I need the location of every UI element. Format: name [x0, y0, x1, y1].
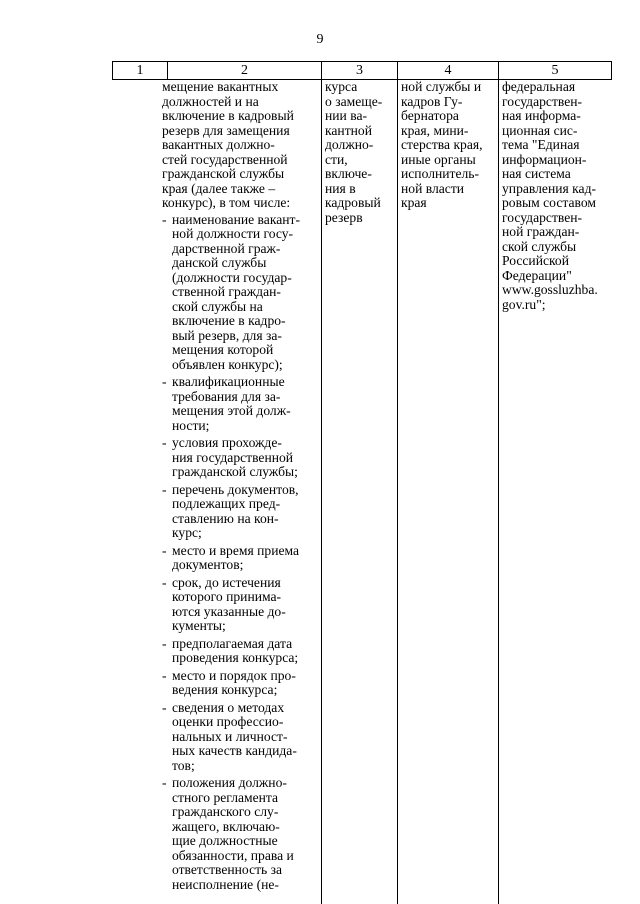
list-item-line: - квалификационные	[172, 374, 285, 389]
list-item	[162, 776, 320, 892]
text-line: должностей и на	[162, 93, 259, 109]
list-item-line: (должности государ-	[172, 269, 292, 285]
list-item	[162, 436, 320, 480]
text-line: управления кад-	[502, 180, 597, 196]
header-cell-5: 5	[551, 63, 559, 78]
column-2-intro	[162, 80, 320, 211]
text-line: края	[401, 195, 427, 210]
list-item-line: ной должности госу-	[172, 226, 294, 241]
list-item-line: дарственной граж-	[172, 240, 281, 256]
list-item-line: включение в кадро-	[172, 313, 286, 328]
text-line: бернатора	[401, 108, 459, 123]
list-item-line: курс;	[172, 525, 202, 540]
text-line: сти,	[325, 151, 348, 167]
text-line: кадровый	[325, 195, 381, 210]
list-item-line: - сведения о методах	[172, 699, 285, 715]
text-line: исполнитель-	[401, 166, 480, 181]
text-line: должно-	[325, 137, 374, 152]
text-line: Федерации"	[502, 267, 572, 283]
text-line: ная информа-	[502, 108, 581, 123]
list-item-line: ственной граждан-	[172, 284, 281, 299]
list-item-line: ответственность за	[172, 862, 283, 877]
list-item-line: ведения конкурса;	[172, 682, 278, 697]
list-item-line: гражданского слу-	[172, 804, 279, 819]
text-line: конкурс), в том числе:	[162, 195, 291, 210]
column-2-text	[162, 80, 320, 895]
text-line: Российской	[502, 253, 569, 268]
header-cell-4: 4	[398, 62, 499, 79]
text-line: кадров Гу-	[401, 93, 463, 109]
list-item-line: - место и порядок про-	[172, 667, 296, 683]
list-item-line: подлежащих пред-	[172, 496, 281, 511]
header-cell-1: 1	[113, 62, 168, 79]
text-line: мещение вакантных	[162, 80, 279, 94]
text-line: о замеще-	[325, 93, 383, 109]
list-item-line: - положения должно-	[172, 775, 287, 790]
text-line: гражданской службы	[162, 166, 285, 181]
list-item	[162, 375, 320, 433]
list-item-line: нальных и личност-	[172, 728, 288, 744]
list-item-line: неисполнение (не-	[172, 876, 279, 892]
text-line: государствен-	[502, 93, 583, 109]
column-divider-4	[397, 80, 398, 904]
list-item-line: проведения конкурса;	[172, 650, 299, 665]
list-item-line: данской службы	[172, 255, 267, 270]
list-item-line: обязанности, права и	[172, 847, 294, 863]
text-line: федеральная	[502, 80, 576, 94]
header-cell-2: 2	[168, 62, 322, 79]
list-item-line: ных качеств кандида-	[172, 743, 297, 758]
list-item-line: - предполагаемая дата	[172, 635, 293, 651]
list-item-line: документов;	[172, 557, 244, 572]
list-item-line: ности;	[172, 417, 210, 433]
list-item-line: - место и время приема	[172, 542, 300, 558]
list-item-line: объявлен конкурс);	[172, 356, 283, 372]
text-line: ной граждан-	[502, 224, 580, 239]
list-item	[162, 483, 320, 541]
list-item	[162, 213, 320, 373]
text-line: ная система	[502, 166, 571, 181]
text-line: резерв для замещения	[162, 122, 290, 138]
text-line: государствен-	[502, 209, 583, 225]
text-line: стерства края,	[401, 137, 483, 152]
text-line: тема "Единая	[502, 137, 580, 152]
column-divider-3	[321, 80, 322, 904]
list-item	[162, 544, 320, 573]
list-item-line: ния государственной	[172, 449, 294, 465]
text-line: края, мини-	[401, 122, 469, 138]
list-item-line: ской службы на	[172, 298, 263, 314]
text-line: стей государственной	[162, 151, 288, 167]
page-number: 9	[316, 32, 324, 47]
column-4-text	[401, 80, 498, 211]
text-line: gov.ru";	[502, 296, 546, 312]
text-line: курса	[325, 80, 358, 94]
text-line: иные органы	[401, 151, 476, 167]
list-item	[162, 701, 320, 774]
list-item	[162, 637, 320, 666]
list-item-line: - условия прохожде-	[172, 435, 282, 450]
text-line: ской службы	[502, 238, 577, 254]
text-line: вакантных должно-	[162, 137, 275, 152]
text-line: ционная сис-	[502, 122, 578, 138]
text-line: информацион-	[502, 151, 587, 167]
list-item-line: - срок, до истечения	[172, 574, 281, 590]
header-cell-3: 3	[322, 62, 398, 79]
list-item	[162, 669, 320, 698]
text-line: www.gossluzhba.	[502, 282, 598, 297]
text-line: включе-	[325, 166, 372, 181]
list-item-line: мещения этой долж-	[172, 403, 291, 418]
list-item	[162, 576, 320, 634]
text-line: резерв	[325, 209, 363, 225]
text-line: кантной	[325, 122, 372, 138]
list-item-line: тов;	[172, 757, 195, 773]
list-item-line: жащего, включаю-	[172, 818, 280, 834]
list-item-line: щие должностные	[172, 833, 278, 848]
list-item-line: ются указанные до-	[172, 603, 286, 619]
list-item-line: - перечень документов,	[172, 481, 299, 497]
list-item-line: вый резерв, для за-	[172, 327, 282, 343]
list-item-line: стного регламента	[172, 789, 279, 805]
column-divider-5	[498, 80, 499, 904]
list-item-line: кументы;	[172, 618, 226, 633]
text-line: нии ва-	[325, 108, 368, 123]
table-header-row	[112, 61, 612, 80]
column-5-text	[502, 80, 612, 312]
text-line: ровым составом	[502, 195, 596, 210]
text-line: ной службы и	[401, 80, 482, 94]
list-item-line: ставлению на кон-	[172, 510, 279, 526]
text-line: края (далее также –	[162, 180, 276, 196]
list-item-line: требования для за-	[172, 388, 281, 404]
text-line: ной власти	[401, 180, 465, 196]
list-item-line: мещения которой	[172, 342, 274, 357]
list-item-line: оценки профессио-	[172, 714, 284, 729]
column-3-text	[325, 80, 397, 225]
list-item-line: гражданской службы;	[172, 464, 298, 479]
text-line: ния в	[325, 180, 356, 196]
text-line: включение в кадровый	[162, 108, 294, 123]
list-item-line: которого принима-	[172, 589, 282, 604]
list-item-line: - наименование вакант-	[172, 211, 300, 227]
